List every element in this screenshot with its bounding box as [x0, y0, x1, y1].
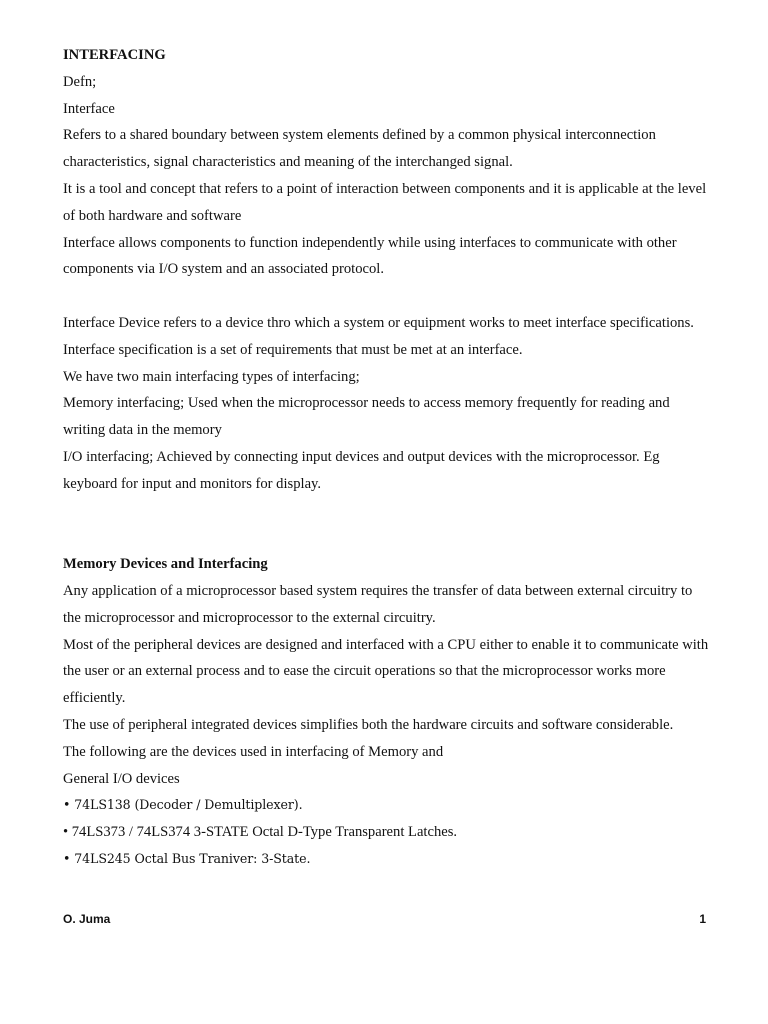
- spacer: [63, 498, 713, 552]
- paragraph: Interface allows components to function independently while using interfaces to communicate with other components via I/O system and an associated protocol.: [63, 234, 677, 278]
- paragraph: Refers to a shared boundary between system elements defined by a common physical interconnection characteristics, signal characteristics and meaning of the interchanged signal.: [63, 127, 656, 171]
- section-heading: Memory Devices and Interfacing: [63, 556, 268, 573]
- spacer: [63, 283, 713, 310]
- paragraph: Defn;: [63, 73, 97, 90]
- bullet-item: • 74LS245 Octal Bus Traniver: 3-State.: [63, 850, 311, 866]
- paragraph: I/O interfacing; Achieved by connecting input devices and output devices with the microprocessor. Eg keyboard for input and monitors for display.: [63, 448, 660, 492]
- paragraph: Most of the peripheral devices are designed and interfaced with a CPU either to enable it to communicate with the user or an external process and to ease the circuit operations so that the microprocessor works more efficiently.: [63, 636, 709, 707]
- document-body: [63, 42, 713, 873]
- paragraph: The following are the devices used in interfacing of Memory and: [63, 743, 444, 760]
- page-number: 1: [699, 912, 706, 926]
- paragraph: Interface specification is a set of requirements that must be met at an interface.: [63, 341, 523, 358]
- page-footer: [63, 912, 706, 926]
- paragraph: Memory interfacing; Used when the microprocessor needs to access memory frequently for reading and writing data in the memory: [63, 395, 670, 439]
- paragraph: Interface: [63, 100, 115, 117]
- bullet-item: • 74LS138 (Decoder / Demultiplexer).: [63, 797, 303, 813]
- paragraph: Any application of a microprocessor based system requires the transfer of data between external circuitry to the microprocessor and microprocessor to the external circuitry.: [63, 582, 693, 626]
- paragraph: General I/O devices: [63, 770, 180, 787]
- paragraph: We have two main interfacing types of interfacing;: [63, 368, 360, 385]
- footer-author: O. Juma: [63, 912, 111, 926]
- paragraph: It is a tool and concept that refers to a point of interaction between components and it is applicable at the level of both hardware and software: [63, 180, 707, 224]
- paragraph: The use of peripheral integrated devices simplifies both the hardware circuits and software considerable.: [63, 716, 674, 733]
- paragraph: Interface Device refers to a device thro which a system or equipment works to meet interface specifications.: [63, 314, 694, 331]
- bullet-item: • 74LS373 / 74LS374 3-STATE Octal D-Type Transparent Latches.: [63, 824, 458, 841]
- document-title: INTERFACING: [63, 47, 166, 63]
